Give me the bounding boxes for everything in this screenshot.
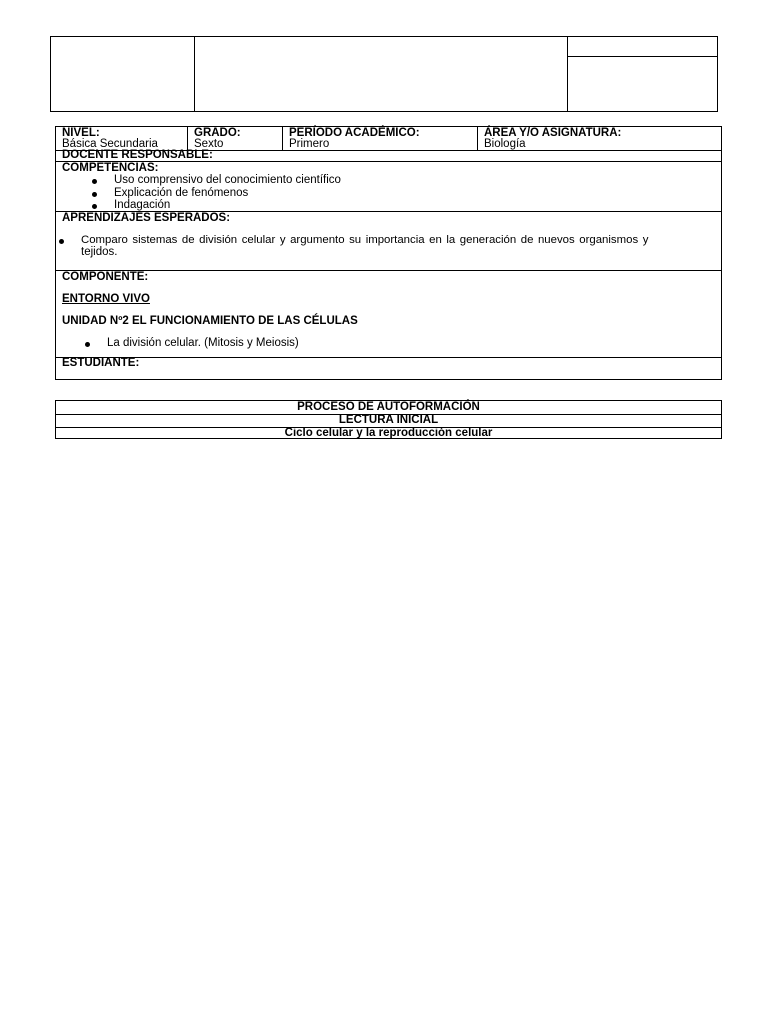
grado-label: GRADO: xyxy=(194,127,241,139)
aprendizajes-row xyxy=(56,212,721,271)
course-meta-row xyxy=(56,127,721,151)
area-label: ÁREA Y/O ASIGNATURA: xyxy=(484,127,622,139)
aprendizaje-text-cont: tejidos. xyxy=(81,246,118,258)
entorno-label: ENTORNO VIVO xyxy=(62,293,150,305)
aprendizajes-label: APRENDIZAJES ESPERADOS: xyxy=(62,212,231,224)
aprendizaje-text: Comparo sistemas de división celular y argumento su importancia en la generación de nuevos organismos y xyxy=(81,234,649,246)
periodo-cell xyxy=(283,127,478,150)
competencia-item: Uso comprensivo del conocimiento científico xyxy=(114,174,341,186)
course-info-table xyxy=(55,126,722,380)
periodo-label: PERÍODO ACADÉMICO: xyxy=(289,127,420,139)
bullet-icon xyxy=(92,192,97,197)
bullet-icon xyxy=(92,204,97,209)
nivel-cell xyxy=(56,127,188,150)
componente-label: COMPONENTE: xyxy=(62,271,149,283)
document-header-table xyxy=(50,36,718,112)
nivel-label: NIVEL: xyxy=(62,127,100,139)
area-value: Biología xyxy=(484,138,526,150)
header-title-cell xyxy=(195,37,568,111)
unidad-item: La división celular. (Mitosis y Meiosis) xyxy=(107,337,299,349)
header-version-cell xyxy=(568,57,717,111)
proceso-table xyxy=(55,400,722,439)
bullet-icon xyxy=(92,179,97,184)
docente-label: DOCENTE RESPONSABLE: xyxy=(62,149,213,161)
nivel-value: Básica Secundaria xyxy=(62,138,158,150)
proceso-topic: Ciclo celular y la reproducción celular xyxy=(284,427,493,439)
competencias-row xyxy=(56,162,721,212)
unidad-label: UNIDAD Nº2 EL FUNCIONAMIENTO DE LAS CÉLULAS xyxy=(62,315,358,327)
header-code-cell xyxy=(568,37,717,57)
bullet-icon xyxy=(59,239,64,244)
area-cell xyxy=(478,127,721,150)
proceso-subtitle: LECTURA INICIAL xyxy=(56,414,721,428)
proceso-title: PROCESO DE AUTOFORMACIÓN xyxy=(56,401,721,415)
estudiante-row xyxy=(56,358,721,379)
header-logo-cell xyxy=(51,37,195,111)
estudiante-label: ESTUDIANTE: xyxy=(62,357,140,369)
competencias-label: COMPETENCIAS: xyxy=(62,162,159,174)
grado-value: Sexto xyxy=(194,138,224,150)
componente-row xyxy=(56,271,721,358)
grado-cell xyxy=(188,127,283,150)
bullet-icon xyxy=(85,342,90,347)
periodo-value: Primero xyxy=(289,138,330,150)
competencia-item: Indagación xyxy=(114,199,171,211)
competencia-item: Explicación de fenómenos xyxy=(114,187,249,199)
docente-row xyxy=(56,150,721,162)
